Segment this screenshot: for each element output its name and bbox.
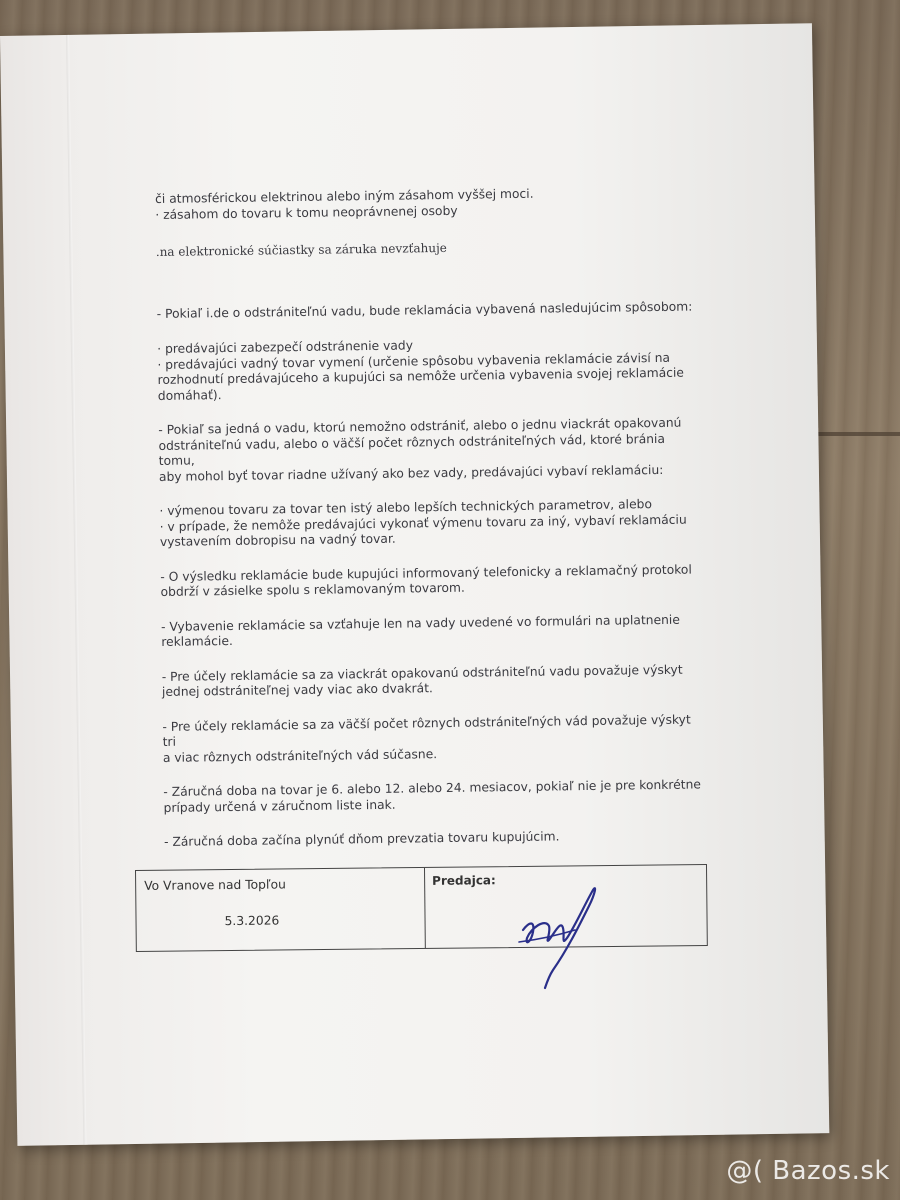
signature-table-left-cell bbox=[136, 868, 426, 951]
paragraph-removable-options: · predávajúci zabezpečí odstránenie vady · predávajúci vadný tovar vymení (určenie spôsobu vybavenia reklamácie závisí na rozhodnutí predávajúceho a kupujúci sa nemôže určenia vybavenia svojej reklamácie domáhať). bbox=[157, 338, 685, 403]
date-text: 5.3.2026 bbox=[224, 913, 280, 929]
paragraph-result: - O výsledku reklamácie bude kupujúci informovaný telefonicky a reklamačný protokol obdrží v zásielke spolu s reklamovaným tovarom. bbox=[160, 562, 692, 599]
paragraph-multiple-defects: - Pre účely reklamácie sa za väčší počet rôznych odstrániteľných vád považuje výskyt tri a viac rôznych odstrániteľných vád súčasne. bbox=[162, 712, 691, 765]
signature-table bbox=[135, 864, 708, 952]
document-body bbox=[155, 184, 709, 850]
paragraph-warranty-start: - Záručná doba začína plynúť dňom prevzatia tovaru kupujúcim. bbox=[163, 829, 560, 849]
watermark-text: @( Bazos.sk bbox=[726, 1156, 890, 1186]
bazos-watermark bbox=[726, 1156, 890, 1186]
paragraph-scope: - Vybavenie reklamácie sa vzťahuje len na vady uvedené vo formulári na uplatnenie reklamácie. bbox=[160, 612, 680, 649]
handwritten-signature bbox=[505, 870, 615, 1000]
paragraph-repeated-defect: - Pre účely reklamácie sa za viackrát opakovanú odstrániteľnú vadu považuje výskyt jednej odstrániteľnej vady viac ako dvakrát. bbox=[161, 662, 683, 699]
paragraph-irremovable-options: · výmenou tovaru za tovar ten istý alebo lepších technických parametrov, alebo · v prípade, že nemôže predávajúci vykonať výmenu tovaru za iný, vybaví reklamáciu vystavením dobropisu na vadný tovar. bbox=[159, 497, 687, 549]
paragraph-irremovable-defect: - Pokiaľ sa jedná o vadu, ktorú nemožno odstrániť, alebo o jednu viackrát opakovanú odstrániteľnú vadu, alebo o väčší počet rôznych odstrániteľných vád, ktoré bránia tomu, aby mohol byť tovar riadne užívaný ako bez vady, predávajúci vybaví reklamáciu: bbox=[158, 415, 682, 484]
paragraph-exclusions: či atmosférickou elektrinou alebo iným zásahom vyššej moci. · zásahom do tovaru k tomu neoprávnenej osoby bbox=[155, 186, 534, 222]
seller-label: Predajca: bbox=[432, 873, 496, 888]
paragraph-removable-defect: - Pokiaľ i.de o odstrániteľnú vadu, bude reklamácia vybavená nasledujúcim spôsobom: bbox=[156, 299, 693, 321]
paragraph-electronics: .na elektronické súčiastky sa záruka nevzťahuje bbox=[155, 240, 447, 259]
table-seam bbox=[810, 432, 900, 436]
place-text: Vo Vranove nad Topľou bbox=[144, 877, 286, 893]
paper-fold bbox=[66, 35, 86, 1145]
paragraph-warranty-period: - Záručná doba na tovar je 6. alebo 12. alebo 24. mesiacov, pokiaľ nie je pre konkrétne prípady určená v záručnom liste inak. bbox=[163, 777, 701, 815]
